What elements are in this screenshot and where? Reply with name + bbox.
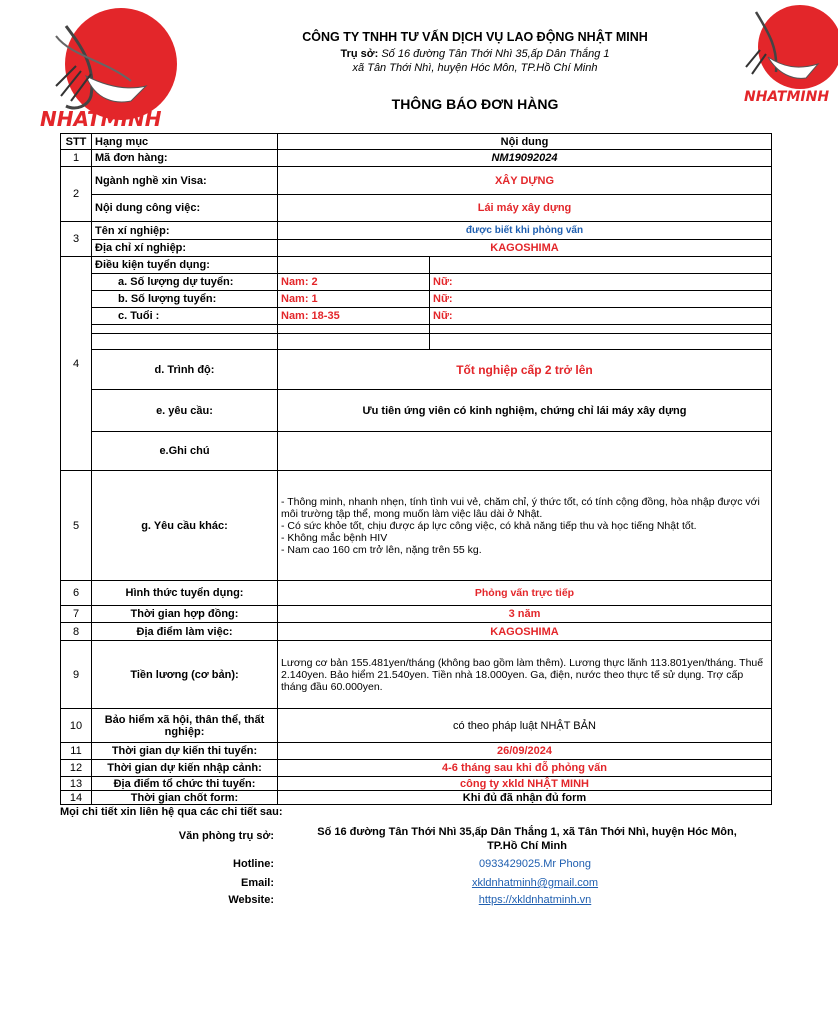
header-stt: STT	[61, 134, 92, 150]
hotline-label: Hotline:	[233, 858, 274, 870]
stt-cell: 2	[61, 167, 92, 222]
address-label: Trụ sở:	[340, 48, 379, 60]
website-link[interactable]: https://xkldnhatminh.vn	[478, 894, 592, 906]
table-row	[61, 623, 772, 641]
candidate-count-male: Nam: 2	[278, 274, 430, 291]
table-row	[61, 641, 772, 709]
job-content-value: Lái máy xây dựng	[278, 195, 772, 222]
table-row	[61, 150, 772, 167]
contact-intro: Mọi chi tiết xin liên hệ qua các chi tiết sau:	[60, 806, 283, 818]
office-address	[292, 825, 762, 853]
form-deadline-value: Khi đủ đã nhận đủ form	[278, 791, 772, 805]
recruit-form-value: Phỏng vấn trực tiếp	[278, 581, 772, 606]
logo-text-right: NHATMINH	[744, 89, 830, 104]
header-category: Hạng mục	[92, 134, 278, 150]
stt-cell: 7	[61, 606, 92, 623]
note-label: e.Ghi chú	[92, 432, 278, 471]
office-label: Văn phòng trụ sở:	[178, 830, 274, 842]
exam-date-label: Thời gian dự kiến thi tuyển:	[92, 743, 278, 760]
company-address-value: KAGOSHIMA	[278, 240, 772, 257]
table-row-spacer	[61, 325, 772, 334]
logo-text-left: NHATMINH	[40, 107, 162, 131]
company-name-label: Tên xí nghiệp:	[92, 222, 278, 240]
table-row	[61, 606, 772, 623]
company-address-line2	[200, 62, 750, 74]
visa-industry-label: Ngành nghề xin Visa:	[92, 167, 278, 195]
requirement-label: e. yêu cầu:	[92, 390, 278, 432]
table-row	[61, 760, 772, 777]
company-name: CÔNG TY TNHH TƯ VẤN DỊCH VỤ LAO ĐỘNG NHẬT MINH	[302, 30, 648, 44]
table-row	[61, 257, 772, 274]
company-logo-left	[36, 6, 186, 131]
table-row	[61, 777, 772, 791]
crane-sun-logo-small	[738, 2, 838, 104]
address-text-1: Số 16 đường Tân Thới Nhì 35,ấp Dân Thắng 1	[381, 48, 610, 60]
job-content-label: Nội dung công việc:	[92, 195, 278, 222]
education-label: d. Trình độ:	[92, 350, 278, 390]
table-row-spacer	[61, 334, 772, 350]
table-row	[61, 167, 772, 195]
stt-cell: 3	[61, 222, 92, 257]
table-row	[61, 350, 772, 390]
stt-cell: 5	[61, 471, 92, 581]
table-row	[61, 308, 772, 325]
table-row	[61, 432, 772, 471]
requirement-line: - Nam cao 160 cm trở lên, nặng trên 55 kg.	[281, 543, 482, 556]
work-location-value: KAGOSHIMA	[278, 623, 772, 641]
requirement-value: Ưu tiên ứng viên có kinh nghiệm, chứng chỉ lái máy xây dựng	[278, 390, 772, 432]
entry-time-label: Thời gian dự kiến nhập cảnh:	[92, 760, 278, 777]
entry-time-value: 4-6 tháng sau khi đỗ phỏng vấn	[278, 760, 772, 777]
exam-location-label: Địa điểm tổ chức thi tuyển:	[92, 777, 278, 791]
form-deadline-label: Thời gian chốt form:	[92, 791, 278, 805]
exam-location-value: công ty xkld NHẬT MINH	[278, 777, 772, 791]
email-link[interactable]: xkldnhatminh@gmail.com	[471, 877, 599, 889]
table-header-row	[61, 134, 772, 150]
stt-cell: 10	[61, 709, 92, 743]
insurance-label: Bảo hiểm xã hội, thân thể, thất nghiệp:	[92, 709, 278, 743]
email-label: Email:	[240, 877, 274, 889]
office-address-line1: Số 16 đường Tân Thới Nhì 35,ấp Dân Thắng 1, xã Tân Thới Nhì, huyện Hóc Môn,	[317, 826, 737, 838]
salary-label: Tiền lương (cơ bản):	[92, 641, 278, 709]
table-row	[61, 471, 772, 581]
table-row	[61, 195, 772, 222]
requirement-line: - Có sức khỏe tốt, chịu được áp lực công việc, có khả năng tiếp thu và học tiếng Nhật tốt.	[281, 519, 697, 532]
table-row	[61, 274, 772, 291]
stt-cell: 8	[61, 623, 92, 641]
table-row	[61, 291, 772, 308]
stt-cell: 11	[61, 743, 92, 760]
stt-cell: 12	[61, 760, 92, 777]
candidate-count-female: Nữ:	[430, 274, 772, 291]
recruit-count-label: b. Số lượng tuyển:	[92, 291, 278, 308]
company-address-line1	[200, 48, 750, 60]
order-code-label: Mã đơn hàng:	[92, 150, 278, 167]
insurance-value: có theo pháp luật NHẬT BẢN	[278, 709, 772, 743]
age-label: c. Tuổi :	[92, 308, 278, 325]
salary-value: Lương cơ bản 155.481yen/tháng (không bao gồm làm thêm). Lương thực lãnh 113.801yen/tháng. Thuế 2.140yen. Bảo hiểm 21.540yen. Tiền nhà 18.000yen. Ga, điện, nước theo thực tế sử dụng. Trợ cấp tháng đầu 60.000yen.	[278, 641, 772, 709]
stt-cell: 13	[61, 777, 92, 791]
office-address-line2: TP.Hồ Chí Minh	[487, 840, 567, 852]
education-value: Tốt nghiệp cấp 2 trở lên	[278, 350, 772, 390]
exam-date-value: 26/09/2024	[278, 743, 772, 760]
table-row	[61, 240, 772, 257]
table-row	[61, 743, 772, 760]
recruit-count-female: Nữ:	[430, 291, 772, 308]
document-title: THÔNG BÁO ĐƠN HÀNG	[391, 96, 559, 112]
company-name-value: được biết khi phỏng vấn	[278, 222, 772, 240]
stt-cell: 9	[61, 641, 92, 709]
header-content: Nội dung	[278, 134, 772, 150]
work-location-label: Địa điểm làm việc:	[92, 623, 278, 641]
conditions-title: Điều kiện tuyển dụng:	[92, 257, 278, 274]
age-female: Nữ:	[430, 308, 772, 325]
website-label: Website:	[228, 894, 274, 906]
other-requirements-value	[278, 471, 772, 581]
stt-cell: 14	[61, 791, 92, 805]
recruit-form-label: Hình thức tuyển dụng:	[92, 581, 278, 606]
stt-cell: 1	[61, 150, 92, 167]
company-logo-right	[738, 2, 838, 104]
table-row	[61, 709, 772, 743]
crane-sun-logo	[36, 6, 186, 131]
hotline-value[interactable]: 0933429025.Mr Phong	[479, 858, 591, 870]
recruit-count-male: Nam: 1	[278, 291, 430, 308]
table-row	[61, 222, 772, 240]
note-value	[278, 432, 772, 471]
age-male: Nam: 18-35	[278, 308, 430, 325]
requirement-line: - Không mắc bệnh HIV	[281, 531, 388, 544]
stt-cell: 6	[61, 581, 92, 606]
order-table	[60, 133, 772, 805]
contract-term-label: Thời gian hợp đồng:	[92, 606, 278, 623]
table-row	[61, 791, 772, 805]
candidate-count-label: a. Số lượng dự tuyển:	[92, 274, 278, 291]
requirement-line: - Thông minh, nhanh nhẹn, tính tình vui vẻ, chăm chỉ, ý thức tốt, có tính cộng đồng, hòa nhập được với môi trường tập thể, mong muốn làm việc lâu dài ở Nhật.	[281, 495, 760, 520]
company-address-label: Địa chỉ xí nghiệp:	[92, 240, 278, 257]
address-text-2: xã Tân Thới Nhì, huyện Hóc Môn, TP.Hồ Chí Minh	[352, 62, 598, 74]
contract-term-value: 3 năm	[278, 606, 772, 623]
order-code-value: NM19092024	[278, 150, 772, 167]
stt-cell: 4	[61, 257, 92, 471]
visa-industry-value: XÂY DỰNG	[278, 167, 772, 195]
table-row	[61, 390, 772, 432]
table-row	[61, 581, 772, 606]
other-requirements-label: g. Yêu cầu khác:	[92, 471, 278, 581]
